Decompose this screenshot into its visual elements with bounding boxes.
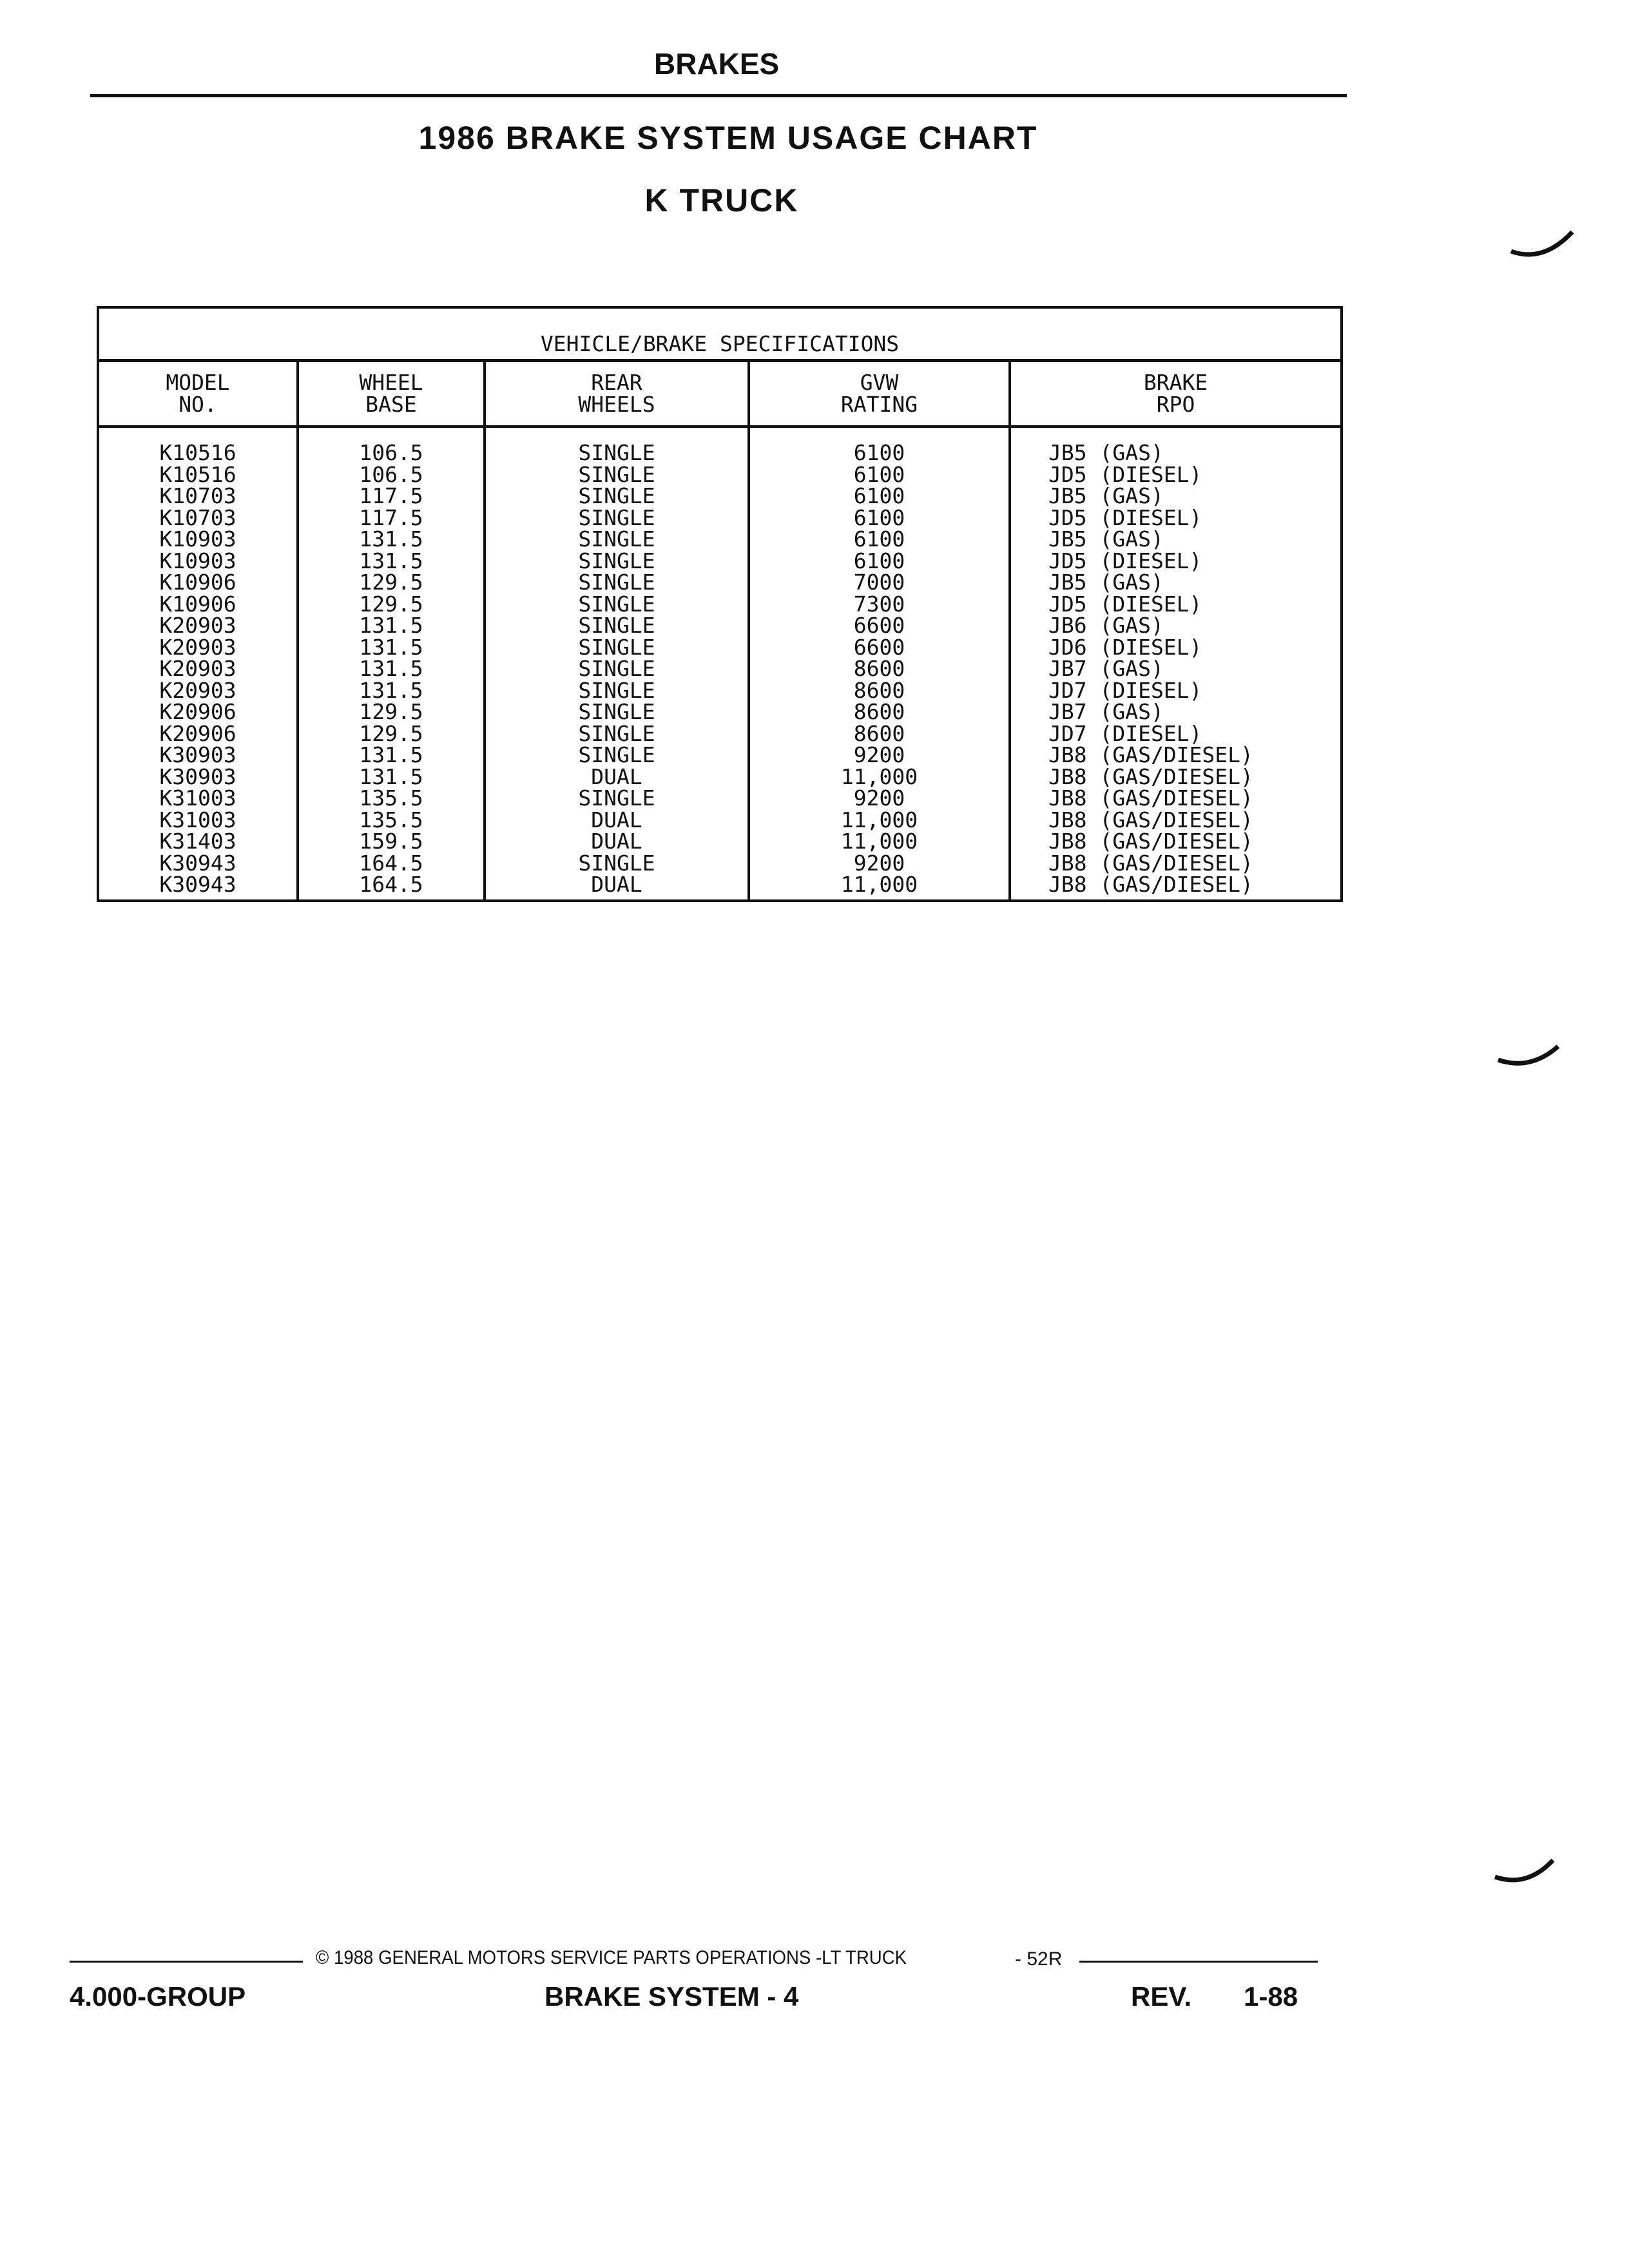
rear-wheels-cell: SINGLE bbox=[485, 723, 749, 745]
table-caption: VEHICLE/BRAKE SPECIFICATIONS bbox=[98, 307, 1342, 361]
footer-system: BRAKE SYSTEM - 4 bbox=[545, 1981, 799, 2012]
table-body bbox=[98, 427, 1342, 901]
rear-wheels-cell: SINGLE bbox=[485, 427, 749, 464]
footer-copyright: © 1988 GENERAL MOTORS SERVICE PARTS OPERATIONS -LT TRUCK bbox=[316, 1947, 907, 1968]
model-cell: K10903 bbox=[98, 528, 298, 550]
brake-rpo-cell: JD5 (DIESEL) bbox=[1010, 550, 1342, 572]
table-row bbox=[98, 550, 1342, 572]
footer-rule-left bbox=[70, 1961, 303, 1963]
wheelbase-cell: 131.5 bbox=[298, 658, 485, 680]
checkmark-icon bbox=[1508, 226, 1579, 264]
wheelbase-cell: 106.5 bbox=[298, 427, 485, 464]
model-cell: K20903 bbox=[98, 615, 298, 637]
gvw-cell: 6100 bbox=[749, 550, 1010, 572]
table-row bbox=[98, 723, 1342, 745]
col-header-rear-wheels bbox=[485, 361, 749, 427]
rear-wheels-cell: SINGLE bbox=[485, 615, 749, 637]
table-row bbox=[98, 593, 1342, 615]
col-header-line: RATING bbox=[840, 392, 918, 417]
wheelbase-cell: 106.5 bbox=[298, 464, 485, 486]
model-cell: K20903 bbox=[98, 680, 298, 702]
model-cell: K10516 bbox=[98, 464, 298, 486]
rear-wheels-cell: SINGLE bbox=[485, 658, 749, 680]
brake-rpo-cell: JD5 (DIESEL) bbox=[1010, 593, 1342, 615]
brake-rpo-cell: JB8 (GAS/DIESEL) bbox=[1010, 874, 1342, 901]
wheelbase-cell: 129.5 bbox=[298, 593, 485, 615]
gvw-cell: 8600 bbox=[749, 658, 1010, 680]
model-cell: K30943 bbox=[98, 874, 298, 901]
rear-wheels-cell: DUAL bbox=[485, 874, 749, 901]
table-row bbox=[98, 766, 1342, 788]
model-cell: K31003 bbox=[98, 809, 298, 831]
rear-wheels-cell: SINGLE bbox=[485, 744, 749, 766]
wheelbase-cell: 129.5 bbox=[298, 723, 485, 745]
gvw-cell: 6100 bbox=[749, 485, 1010, 507]
chart-subtitle: K TRUCK bbox=[644, 182, 799, 218]
gvw-cell: 6100 bbox=[749, 507, 1010, 529]
wheelbase-cell: 164.5 bbox=[298, 852, 485, 874]
footer-rev-label: REV. bbox=[1131, 1981, 1192, 2012]
brake-rpo-cell: JB8 (GAS/DIESEL) bbox=[1010, 766, 1342, 788]
gvw-cell: 8600 bbox=[749, 680, 1010, 702]
rear-wheels-cell: SINGLE bbox=[485, 464, 749, 486]
brake-rpo-cell: JB5 (GAS) bbox=[1010, 572, 1342, 593]
model-cell: K30903 bbox=[98, 744, 298, 766]
rear-wheels-cell: SINGLE bbox=[485, 637, 749, 658]
brake-rpo-cell: JB8 (GAS/DIESEL) bbox=[1010, 852, 1342, 874]
model-cell: K10903 bbox=[98, 550, 298, 572]
rear-wheels-cell: SINGLE bbox=[485, 701, 749, 723]
gvw-cell: 11,000 bbox=[749, 874, 1010, 901]
rear-wheels-cell: SINGLE bbox=[485, 680, 749, 702]
col-header-line: MODEL bbox=[166, 370, 230, 395]
model-cell: K10703 bbox=[98, 485, 298, 507]
brake-rpo-cell: JB7 (GAS) bbox=[1010, 701, 1342, 723]
col-header-line: BASE bbox=[365, 392, 417, 417]
wheelbase-cell: 131.5 bbox=[298, 744, 485, 766]
gvw-cell: 7300 bbox=[749, 593, 1010, 615]
model-cell: K20903 bbox=[98, 637, 298, 658]
model-cell: K10906 bbox=[98, 593, 298, 615]
model-cell: K31403 bbox=[98, 831, 298, 852]
col-header-brake-rpo bbox=[1010, 361, 1342, 427]
checkmark-icon bbox=[1492, 1852, 1563, 1891]
col-header-line: RPO bbox=[1156, 392, 1195, 417]
brake-rpo-cell: JB8 (GAS/DIESEL) bbox=[1010, 787, 1342, 809]
gvw-cell: 11,000 bbox=[749, 831, 1010, 852]
model-cell: K10703 bbox=[98, 507, 298, 529]
model-cell: K20906 bbox=[98, 723, 298, 745]
table-row bbox=[98, 787, 1342, 809]
table-row bbox=[98, 852, 1342, 874]
rear-wheels-cell: SINGLE bbox=[485, 485, 749, 507]
gvw-cell: 9200 bbox=[749, 744, 1010, 766]
rear-wheels-cell: DUAL bbox=[485, 766, 749, 788]
table-row bbox=[98, 744, 1342, 766]
table-row bbox=[98, 464, 1342, 486]
section-header: BRAKES bbox=[654, 47, 780, 81]
gvw-cell: 8600 bbox=[749, 723, 1010, 745]
rear-wheels-cell: SINGLE bbox=[485, 852, 749, 874]
wheelbase-cell: 117.5 bbox=[298, 485, 485, 507]
table-row bbox=[98, 701, 1342, 723]
table-row bbox=[98, 637, 1342, 658]
table-row bbox=[98, 427, 1342, 464]
brake-rpo-cell: JB8 (GAS/DIESEL) bbox=[1010, 809, 1342, 831]
column-header-row bbox=[98, 361, 1342, 427]
model-cell: K30943 bbox=[98, 852, 298, 874]
wheelbase-cell: 117.5 bbox=[298, 507, 485, 529]
brake-rpo-cell: JD5 (DIESEL) bbox=[1010, 507, 1342, 529]
wheelbase-cell: 131.5 bbox=[298, 528, 485, 550]
brake-rpo-cell: JD7 (DIESEL) bbox=[1010, 680, 1342, 702]
table-row bbox=[98, 615, 1342, 637]
gvw-cell: 6600 bbox=[749, 615, 1010, 637]
col-header-gvw bbox=[749, 361, 1010, 427]
table-row bbox=[98, 809, 1342, 831]
gvw-cell: 6100 bbox=[749, 427, 1010, 464]
wheelbase-cell: 131.5 bbox=[298, 680, 485, 702]
wheelbase-cell: 131.5 bbox=[298, 615, 485, 637]
brake-rpo-cell: JD6 (DIESEL) bbox=[1010, 637, 1342, 658]
gvw-cell: 11,000 bbox=[749, 766, 1010, 788]
footer-group: 4.000-GROUP bbox=[70, 1981, 246, 2012]
table-row bbox=[98, 507, 1342, 529]
wheelbase-cell: 129.5 bbox=[298, 701, 485, 723]
table-row bbox=[98, 658, 1342, 680]
gvw-cell: 6100 bbox=[749, 528, 1010, 550]
brake-rpo-cell: JB7 (GAS) bbox=[1010, 658, 1342, 680]
col-header-wheelbase bbox=[298, 361, 485, 427]
rear-wheels-cell: DUAL bbox=[485, 831, 749, 852]
table-row bbox=[98, 485, 1342, 507]
rear-wheels-cell: DUAL bbox=[485, 809, 749, 831]
brake-rpo-cell: JD7 (DIESEL) bbox=[1010, 723, 1342, 745]
brake-rpo-cell: JB8 (GAS/DIESEL) bbox=[1010, 831, 1342, 852]
brake-spec-table bbox=[97, 306, 1343, 902]
wheelbase-cell: 131.5 bbox=[298, 637, 485, 658]
col-header-model bbox=[98, 361, 298, 427]
col-header-line: WHEEL bbox=[359, 370, 423, 395]
table-row bbox=[98, 572, 1342, 593]
table-row bbox=[98, 831, 1342, 852]
table-row bbox=[98, 680, 1342, 702]
model-cell: K31003 bbox=[98, 787, 298, 809]
rear-wheels-cell: SINGLE bbox=[485, 507, 749, 529]
gvw-cell: 11,000 bbox=[749, 809, 1010, 831]
wheelbase-cell: 131.5 bbox=[298, 550, 485, 572]
wheelbase-cell: 159.5 bbox=[298, 831, 485, 852]
col-header-line: REAR bbox=[591, 370, 642, 395]
gvw-cell: 9200 bbox=[749, 852, 1010, 874]
rear-wheels-cell: SINGLE bbox=[485, 572, 749, 593]
wheelbase-cell: 135.5 bbox=[298, 787, 485, 809]
model-cell: K20906 bbox=[98, 701, 298, 723]
brake-rpo-cell: JB5 (GAS) bbox=[1010, 485, 1342, 507]
brake-rpo-cell: JD5 (DIESEL) bbox=[1010, 464, 1342, 486]
model-cell: K20903 bbox=[98, 658, 298, 680]
col-header-line: BRAKE bbox=[1143, 370, 1208, 395]
table-row bbox=[98, 874, 1342, 901]
gvw-cell: 7000 bbox=[749, 572, 1010, 593]
table-row bbox=[98, 528, 1342, 550]
gvw-cell: 6100 bbox=[749, 464, 1010, 486]
footer-rule-right bbox=[1079, 1961, 1318, 1963]
brake-rpo-cell: JB5 (GAS) bbox=[1010, 427, 1342, 464]
gvw-cell: 9200 bbox=[749, 787, 1010, 809]
col-header-line: GVW bbox=[860, 370, 899, 395]
model-cell: K10906 bbox=[98, 572, 298, 593]
gvw-cell: 6600 bbox=[749, 637, 1010, 658]
wheelbase-cell: 129.5 bbox=[298, 572, 485, 593]
brake-rpo-cell: JB6 (GAS) bbox=[1010, 615, 1342, 637]
col-header-line: NO. bbox=[178, 392, 217, 417]
rear-wheels-cell: SINGLE bbox=[485, 550, 749, 572]
gvw-cell: 8600 bbox=[749, 701, 1010, 723]
footer-page-number: - 52R bbox=[1015, 1948, 1063, 1970]
rear-wheels-cell: SINGLE bbox=[485, 787, 749, 809]
model-cell: K30903 bbox=[98, 766, 298, 788]
brake-rpo-cell: JB8 (GAS/DIESEL) bbox=[1010, 744, 1342, 766]
header-rule bbox=[90, 94, 1347, 97]
col-header-line: WHEELS bbox=[578, 392, 655, 417]
rear-wheels-cell: SINGLE bbox=[485, 528, 749, 550]
checkmark-icon bbox=[1495, 1037, 1566, 1076]
footer-rev-date: 1-88 bbox=[1244, 1981, 1298, 2012]
brake-rpo-cell: JB5 (GAS) bbox=[1010, 528, 1342, 550]
wheelbase-cell: 131.5 bbox=[298, 766, 485, 788]
rear-wheels-cell: SINGLE bbox=[485, 593, 749, 615]
model-cell: K10516 bbox=[98, 427, 298, 464]
chart-title: 1986 BRAKE SYSTEM USAGE CHART bbox=[418, 120, 1038, 156]
wheelbase-cell: 164.5 bbox=[298, 874, 485, 901]
wheelbase-cell: 135.5 bbox=[298, 809, 485, 831]
